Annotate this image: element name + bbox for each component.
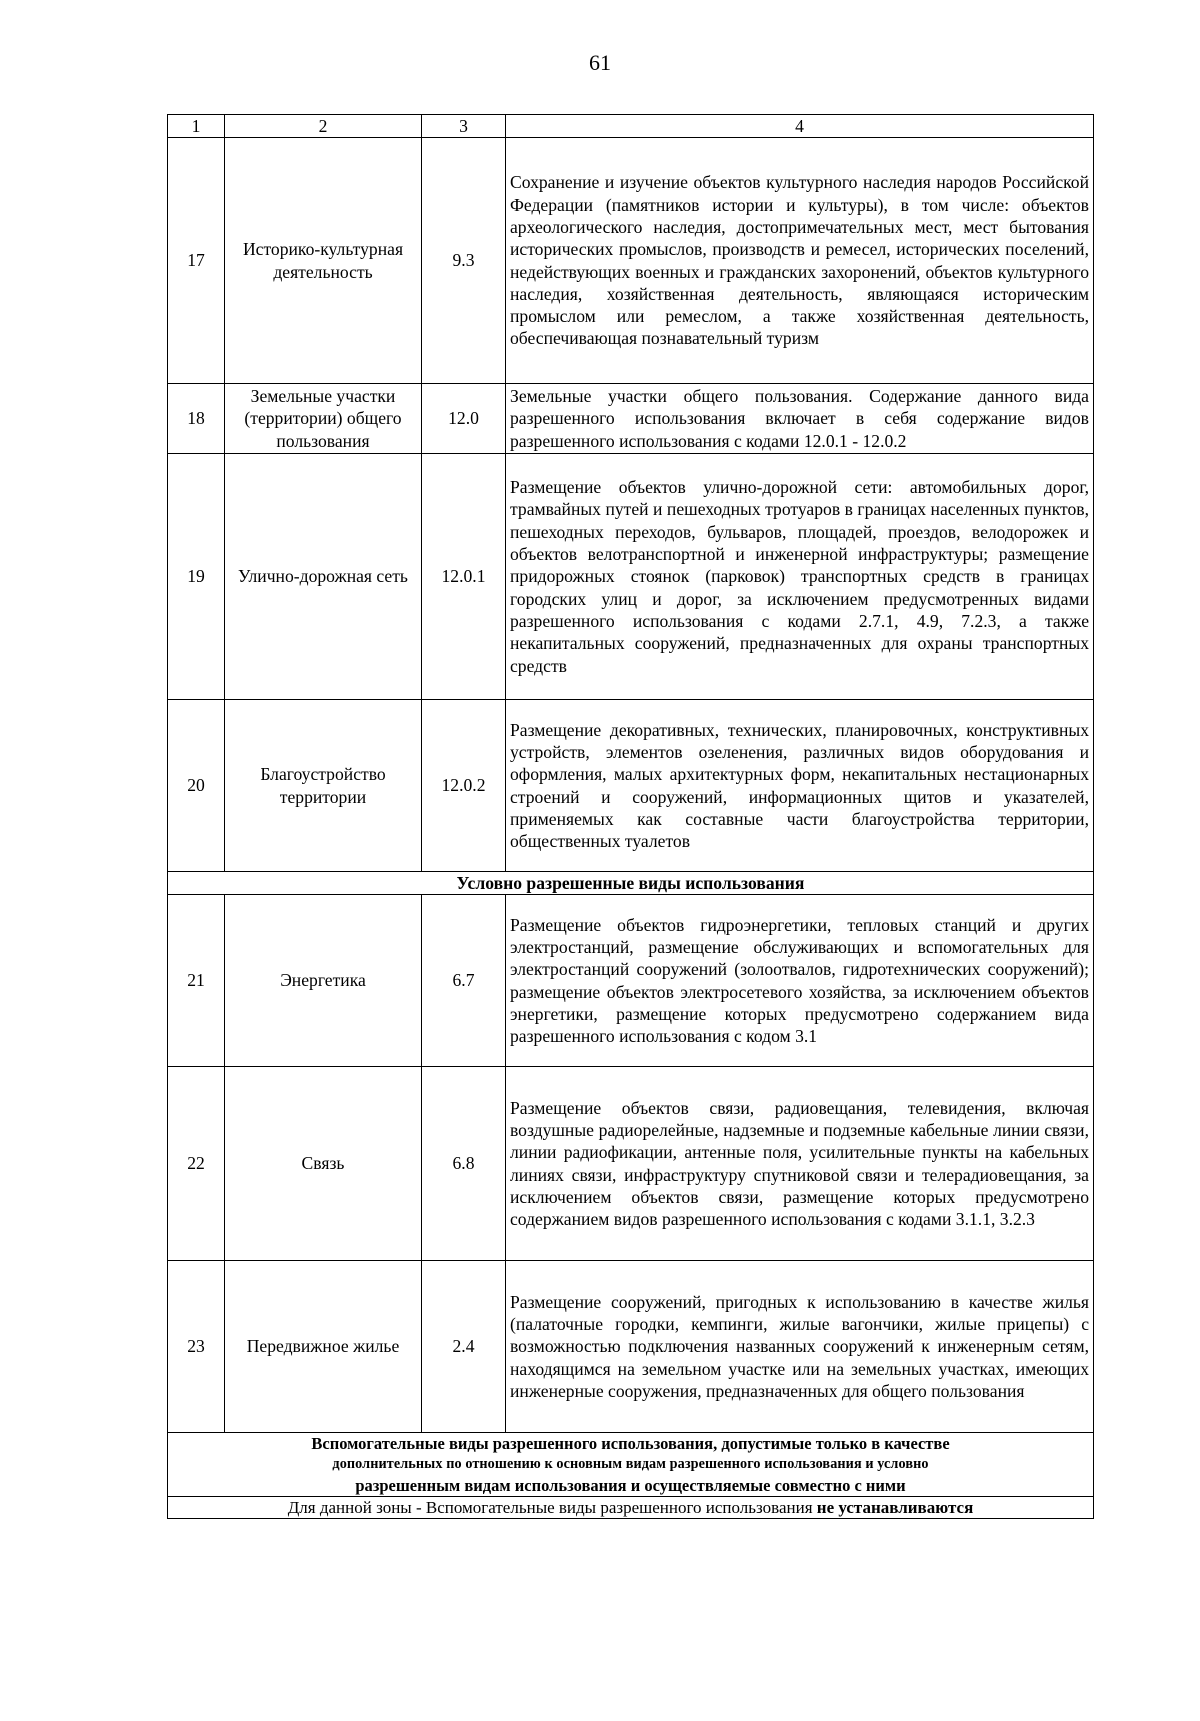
table-row xyxy=(168,1067,1094,1261)
use-type-code: 6.8 xyxy=(422,1067,506,1261)
use-type-code: 6.7 xyxy=(422,895,506,1067)
auxiliary-uses-note-row xyxy=(168,1497,1094,1519)
auxiliary-heading-line-2: дополнительных по отношению к основным видам разрешенного использования и условно xyxy=(332,1456,929,1472)
land-use-table xyxy=(167,114,1094,1519)
table-row xyxy=(168,384,1094,454)
note-text: Для данной зоны - Вспомогательные виды разрешенного использования xyxy=(287,1498,817,1517)
use-type-name: Связь xyxy=(225,1067,422,1261)
table-row xyxy=(168,895,1094,1067)
auxiliary-uses-heading-row xyxy=(168,1433,1094,1497)
use-type-description: Земельные участки общего пользования. Содержание данного вида разрешенного использования включает в себя содержание видов разрешенного использования с кодами 12.0.1 - 12.0.2 xyxy=(506,384,1094,454)
use-type-description: Размещение объектов гидроэнергетики, тепловых станций и других электростанций, размещение обслуживающих и вспомогательных для электростанций сооружений (золоотвалов, гидротехнических сооружений); размещение объектов электросетевого хозяйства, за исключением объектов энергетики, размещение которых предусмотрено содержанием вида разрешенного использования с кодом 3.1 xyxy=(506,895,1094,1067)
table-row xyxy=(168,700,1094,872)
row-number: 19 xyxy=(168,454,225,700)
use-type-description: Сохранение и изучение объектов культурного наследия народов Российской Федерации (памятников истории и культуры), в том числе: объектов археологического наследия, достопримечательных мест, мест бытования исторических промыслов, производств и ремесел, исторических поселений, недействующих военных и гражданских захоронений, объектов культурного наследия, хозяйственная деятельность, являющаяся историческим промыслом или ремеслом, а также хозяйственная деятельность, обеспечивающая познавательный туризм xyxy=(506,138,1094,384)
use-type-name: Улично-дорожная сеть xyxy=(225,454,422,700)
use-type-description: Размещение объектов связи, радиовещания, телевидения, включая воздушные радиорелейные, надземные и подземные кабельные линии связи, линии радиофикации, антенные поля, усилительные пункты на кабельных линиях связи, инфраструктуру спутниковой связи и телерадиовещания, за исключением объектов связи, размещение которых предусмотрено содержанием видов разрешенного использования с кодами 3.1.1, 3.2.3 xyxy=(506,1067,1094,1261)
use-type-code: 12.0 xyxy=(422,384,506,454)
auxiliary-heading-line-3: разрешенным видам использования и осуществляемые совместно с ними xyxy=(355,1476,906,1495)
use-type-code: 9.3 xyxy=(422,138,506,384)
use-type-description: Размещение объектов улично-дорожной сети: автомобильных дорог, трамвайных путей и пешеходных тротуаров в границах населенных пунктов, пешеходных переходов, бульваров, площадей, проездов, велодорожек и объектов велотранспортной и инженерной инфраструктуры; размещение придорожных стоянок (парковок) транспортных средств в границах городских улиц и дорог, за исключением предусмотренных видами разрешенного использования с кодами 2.7.1, 4.9, 7.2.3, а также некапитальных сооружений, предназначенных для охраны транспортных средств xyxy=(506,454,1094,700)
auxiliary-uses-note xyxy=(168,1497,1094,1519)
table-row xyxy=(168,1261,1094,1433)
row-number: 20 xyxy=(168,700,225,872)
use-type-description: Размещение сооружений, пригодных к использованию в качестве жилья (палаточные городки, кемпинги, жилые вагончики, жилые прицепы) с возможностью подключения названных сооружений к инженерным сетям, находящимся на земельном участке или на земельных участках, имеющих инженерные сооружения, предназначенных для общего пользования xyxy=(506,1261,1094,1433)
row-number: 17 xyxy=(168,138,225,384)
use-type-name: Энергетика xyxy=(225,895,422,1067)
use-type-code: 12.0.1 xyxy=(422,454,506,700)
use-type-code: 12.0.2 xyxy=(422,700,506,872)
use-type-name: Земельные участки (территории) общего пользования xyxy=(225,384,422,454)
header-col-1: 1 xyxy=(168,115,225,138)
table-row xyxy=(168,454,1094,700)
row-number: 22 xyxy=(168,1067,225,1261)
header-col-2: 2 xyxy=(225,115,422,138)
use-type-name: Передвижное жилье xyxy=(225,1261,422,1433)
table-header-row xyxy=(168,115,1094,138)
header-col-4: 4 xyxy=(506,115,1094,138)
use-type-name: Историко-культурная деятельность xyxy=(225,138,422,384)
page-number: 61 xyxy=(589,50,611,75)
use-type-code: 2.4 xyxy=(422,1261,506,1433)
auxiliary-heading-line-1: Вспомогательные виды разрешенного использования, допустимые только в качестве xyxy=(311,1434,950,1453)
section-heading-row xyxy=(168,872,1094,895)
note-bold-text: не устанавливаются xyxy=(816,1498,974,1517)
table-row xyxy=(168,138,1094,384)
row-number: 21 xyxy=(168,895,225,1067)
use-type-name: Благоустройство территории xyxy=(225,700,422,872)
auxiliary-uses-heading xyxy=(168,1433,1094,1497)
row-number: 23 xyxy=(168,1261,225,1433)
header-col-3: 3 xyxy=(422,115,506,138)
use-type-description: Размещение декоративных, технических, планировочных, конструктивных устройств, элементов озеленения, различных видов оборудования и оформления, малых архитектурных форм, некапитальных нестационарных строений и сооружений, информационных щитов и указателей, применяемых как составные части благоустройства территории, общественных туалетов xyxy=(506,700,1094,872)
row-number: 18 xyxy=(168,384,225,454)
conditional-uses-heading: Условно разрешенные виды использования xyxy=(168,872,1094,895)
